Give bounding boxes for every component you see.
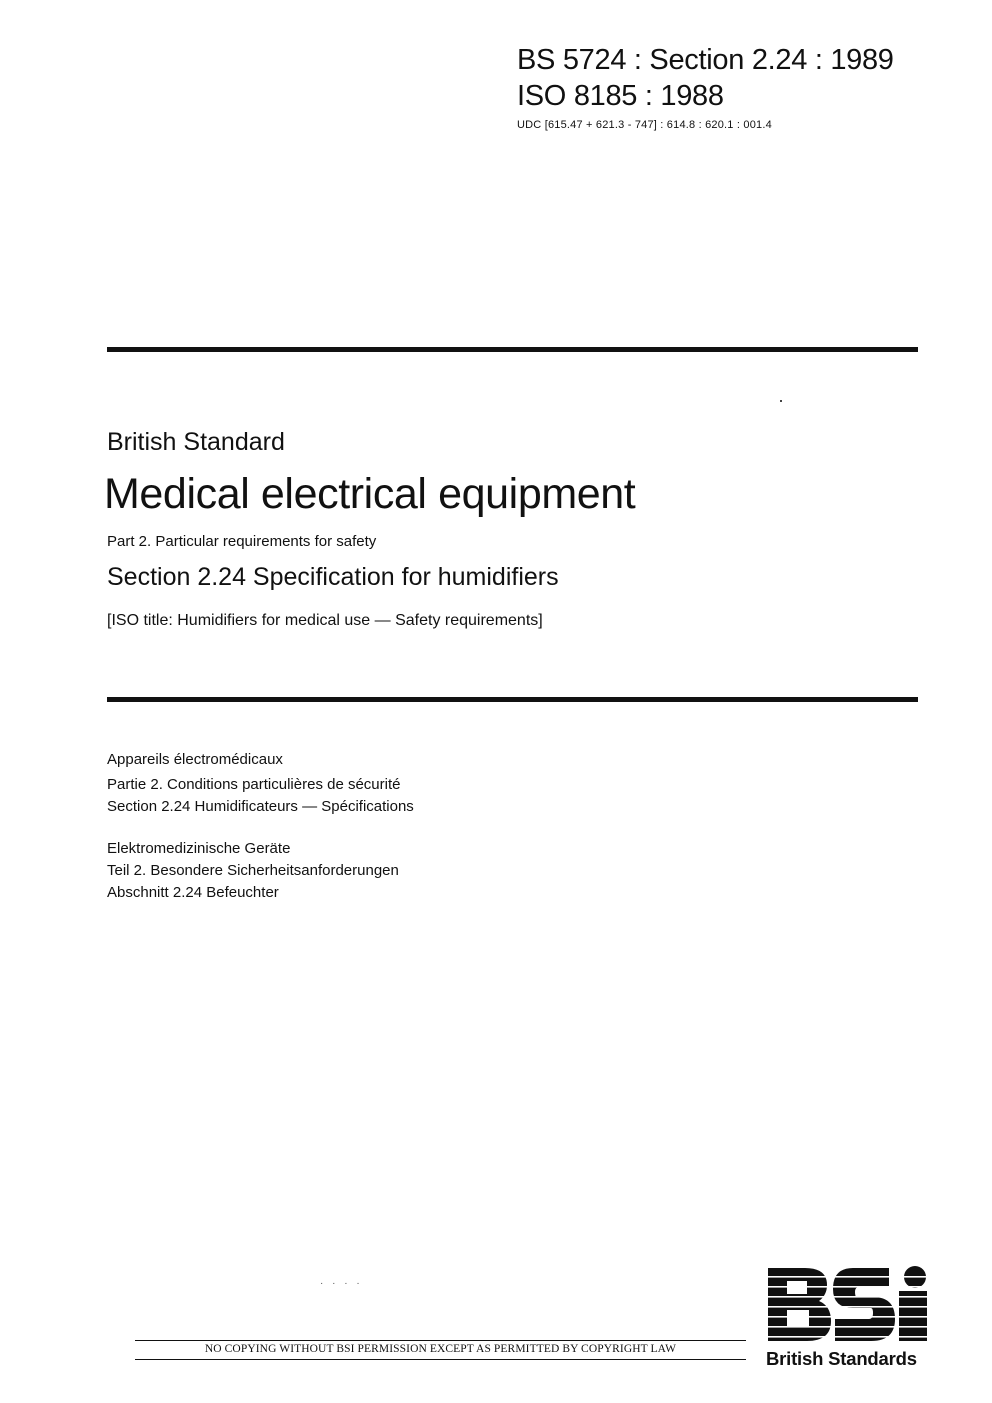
german-title-line: Teil 2. Besondere Sicherheitsanforderungen xyxy=(107,862,399,879)
logo-caption: British Standards xyxy=(766,1348,917,1369)
french-title-line: Section 2.24 Humidificateurs — Spécifications xyxy=(107,798,414,815)
bottom-divider xyxy=(107,697,918,702)
bsi-logo xyxy=(765,1265,945,1345)
iso-title: [ISO title: Humidifiers for medical use — Safety requirements] xyxy=(107,612,543,629)
scan-dots: · · · · xyxy=(320,1278,363,1289)
iso-number: ISO 8185 : 1988 xyxy=(517,80,724,112)
udc-classification: UDC [615.47 + 621.3 - 747] : 614.8 : 620.1 : 001.4 xyxy=(517,119,772,131)
german-title-line: Elektromedizinische Geräte xyxy=(107,840,291,857)
copyright-notice: NO COPYING WITHOUT BSI PERMISSION EXCEPT AS PERMITTED BY COPYRIGHT LAW xyxy=(204,1343,677,1355)
part-subtitle: Part 2. Particular requirements for safety xyxy=(107,533,377,550)
top-divider xyxy=(107,347,918,352)
section-subtitle: Section 2.24 Specification for humidifiers xyxy=(107,563,559,591)
document-title: Medical electrical equipment xyxy=(104,470,636,518)
standard-number: BS 5724 : Section 2.24 : 1989 xyxy=(517,44,894,76)
german-title-line: Abschnitt 2.24 Befeuchter xyxy=(107,884,279,901)
french-title-line: Partie 2. Conditions particulières de sécurité xyxy=(107,776,401,793)
notice-rule-bottom xyxy=(135,1359,746,1360)
bsi-logo-letter-b xyxy=(768,1268,831,1341)
document-type-label: British Standard xyxy=(107,428,285,456)
bsi-logo-letter-s xyxy=(833,1268,895,1341)
notice-rule-top xyxy=(135,1340,746,1341)
scan-speck xyxy=(780,400,782,402)
french-title-line: Appareils électromédicaux xyxy=(107,751,283,768)
